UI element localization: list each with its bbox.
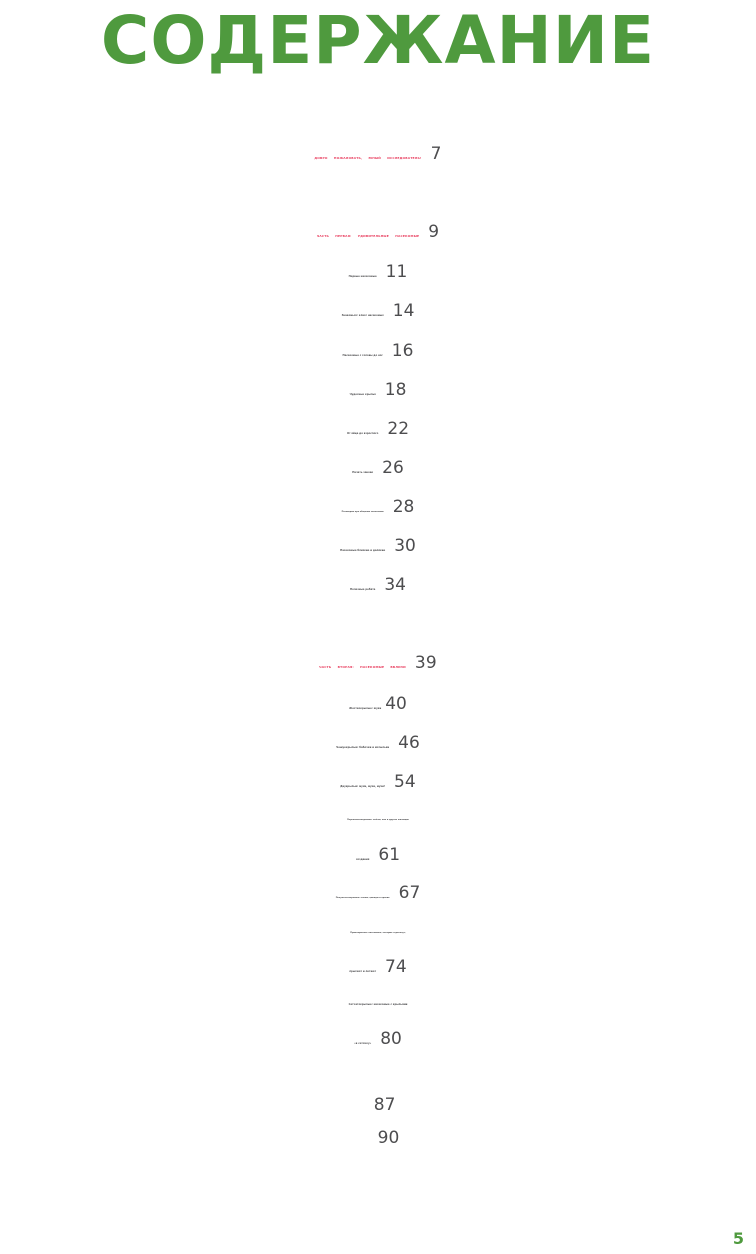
toc-chapter-page: 11 (385, 262, 408, 282)
toc-chapter (0, 412, 756, 451)
toc-appendix-page: 90 (377, 1128, 400, 1148)
toc-chapter-page: 26 (382, 458, 404, 478)
toc-chapter (0, 950, 756, 989)
toc-chapter-title-line1: Прямокрылые: насекомые, которые стрекочут, (350, 932, 406, 934)
toc-chapter-page: 28 (392, 497, 415, 517)
toc-chapter (0, 255, 756, 294)
toc-chapter (0, 916, 756, 950)
toc-intro (0, 139, 756, 173)
toc-chapter-title: Поговорим про общение насекомых (341, 511, 384, 513)
toc-chapter-page: 22 (387, 419, 410, 439)
toc-chapter (0, 451, 756, 490)
toc-chapter (0, 838, 756, 877)
toc-chapter (0, 876, 756, 915)
toc-part2-title: ЧАСТЬ ВТОРАЯ: НАСЕКОМЫЕ ВБЛИЗИ (319, 665, 406, 669)
toc-part1-title: ЧАСТЬ ПЕРВАЯ: УДИВИТЕЛЬНЫЕ НАСЕКОМЫЕ (316, 234, 420, 238)
toc-chapter-title: Знакомься: класс насекомых (341, 314, 384, 317)
toc-appendix-item (0, 1093, 756, 1122)
toc-chapter-title: Насекомые с головы до ног (342, 354, 383, 357)
toc-part1-page: 9 (428, 222, 440, 242)
toc-chapter-title: Начать заново (352, 471, 374, 474)
toc-chapter-page: 46 (398, 733, 420, 753)
page-title: СОДЕРЖАНИЕ (100, 2, 656, 79)
toc-chapter-title: Жесткокрылые: жуки (349, 707, 382, 710)
toc-chapter (0, 765, 756, 804)
page-number: 5 (732, 1229, 744, 1248)
toc-chapter-title-line2: «в сеточку» (354, 1042, 372, 1045)
toc-chapter-title: Двукрылые: мухи, мухи, мухи! (340, 785, 386, 788)
toc-chapter (0, 373, 756, 412)
toc-intro-title: ДОБРО ПОЖАЛОВАТЬ, ЮНЫЙ ИССЛЕДОВАТЕЛЬ! (314, 156, 422, 160)
toc-chapter-title-line1: Сетчатокрылые: насекомые с крыльями (348, 1003, 408, 1006)
toc-chapter-page: 30 (394, 536, 416, 556)
toc-chapter-page: 34 (384, 575, 406, 595)
toc-chapter-title-line1: Перепончатокрылые: пчёлы, осы и другие жалящие (347, 819, 409, 821)
toc-chapter-page: 18 (384, 380, 407, 400)
toc-chapter-title: Полезные ребята (350, 588, 376, 591)
toc-chapter (0, 529, 756, 568)
toc-part1 (0, 217, 756, 251)
toc-chapter-title: Чудесные крылья (349, 393, 376, 396)
toc-chapter-title-line2: создания (355, 858, 370, 861)
toc-chapter-page: 67 (398, 883, 421, 903)
toc-chapter-page: 80 (380, 1029, 402, 1049)
toc-chapter (0, 988, 756, 1022)
toc-chapter (0, 568, 756, 607)
toc-chapter (0, 687, 756, 726)
toc-appendix-page: 87 (373, 1095, 396, 1115)
toc-chapter-title: Насекомые близкие и далёкие (340, 549, 386, 552)
toc-part2-page: 39 (414, 653, 437, 673)
toc-chapter-page: 61 (378, 845, 401, 865)
toc-chapter-page: 54 (394, 772, 416, 792)
toc-intro-page: 7 (430, 144, 442, 164)
toc-chapter-title-line2: прыгают и летают (349, 970, 377, 973)
toc-chapter-title: Полужесткокрылые: клопы, цикады и прочие (335, 897, 390, 899)
toc-chapter (0, 726, 756, 765)
toc-part2 (0, 648, 756, 682)
toc-chapter (0, 803, 756, 837)
toc-chapter (0, 1022, 756, 1061)
toc-chapter-title: Первые насекомые (348, 275, 377, 278)
toc-chapter (0, 294, 756, 333)
toc-chapter-page: 16 (391, 341, 414, 361)
toc-chapter-title: От яйца до взрослого (346, 432, 379, 435)
toc-chapter-page: 14 (392, 301, 415, 321)
toc-chapter-title: Чешуекрылые: бабочки и мотыльки (336, 746, 390, 749)
toc-appendix-item (0, 1126, 756, 1155)
toc-chapter (0, 490, 756, 529)
toc-chapter-page: 40 (385, 694, 407, 714)
toc-chapter (0, 334, 756, 373)
toc-chapter-page: 74 (385, 957, 407, 977)
